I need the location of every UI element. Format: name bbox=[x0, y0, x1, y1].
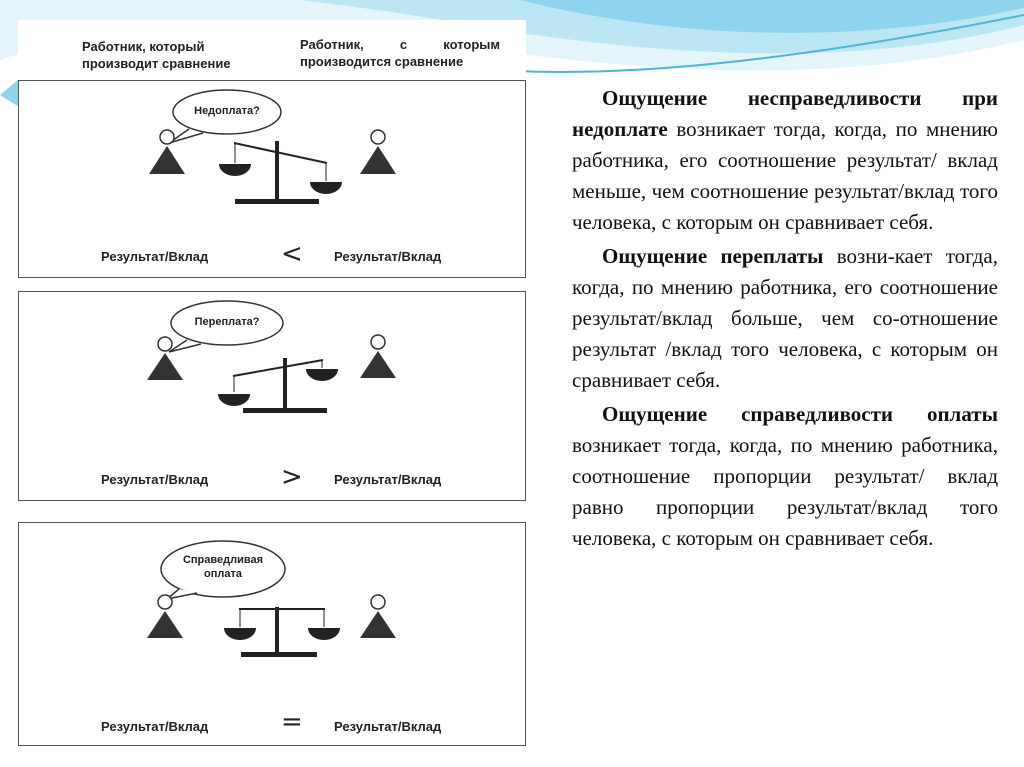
definition-underpayment: возникает тогда, когда, по мнению работника, его соотношение результат/ вклад меньше, чем соотношение результат/вклад того человека, с которым он сравнивает себя. bbox=[572, 117, 998, 234]
panel-overpayment bbox=[18, 291, 526, 501]
bubble-text-underpayment: Недоплата? bbox=[194, 105, 260, 117]
definition-fair: возникает тогда, когда, по мнению работника, соотношение пропорции результат/ вклад равно пропорции результат/вклад того человека, с которым он сравнивает себя. bbox=[572, 433, 998, 550]
term-fair: Ощущение справедливости оплаты bbox=[602, 402, 998, 426]
bubble-text-fair: Справедливая оплата bbox=[182, 554, 264, 580]
bubble-text-overpayment: Переплата? bbox=[194, 316, 260, 328]
panel-fair-payment bbox=[18, 522, 526, 746]
right-ratio-label: Результат/Вклад bbox=[334, 472, 442, 487]
header-box bbox=[18, 20, 526, 78]
scale-diagram-fair bbox=[19, 523, 525, 745]
explanation-text bbox=[572, 83, 998, 557]
panel-underpayment bbox=[18, 80, 526, 278]
term-underpayment: Ощущение несправедливости при недоплате bbox=[572, 86, 998, 141]
right-ratio-label: Результат/Вклад bbox=[334, 249, 442, 264]
left-ratio-label: Результат/Вклад bbox=[101, 472, 209, 487]
left-ratio-label: Результат/Вклад bbox=[101, 249, 209, 264]
paragraph-fair bbox=[572, 399, 998, 554]
comparison-symbol-less: < bbox=[281, 239, 303, 269]
paragraph-underpayment bbox=[572, 83, 998, 238]
header-right-label: Работник, с которым производится сравнение bbox=[300, 37, 500, 69]
definition-overpayment: возни-кает тогда, когда, по мнению работника, его соотношение результат/вклад больше, чем со-отношение результат /вклад того человека, с которым он сравнивает себя. bbox=[572, 244, 999, 392]
header-left-label: Работник, который производит сравнение bbox=[82, 39, 231, 71]
comparison-symbol-equal: = bbox=[281, 707, 303, 737]
comparison-symbol-greater: > bbox=[281, 462, 303, 492]
paragraph-overpayment bbox=[572, 241, 998, 396]
right-ratio-label: Результат/Вклад bbox=[334, 719, 442, 734]
left-ratio-label: Результат/Вклад bbox=[101, 719, 209, 734]
term-overpayment: Ощущение переплаты bbox=[602, 244, 824, 268]
